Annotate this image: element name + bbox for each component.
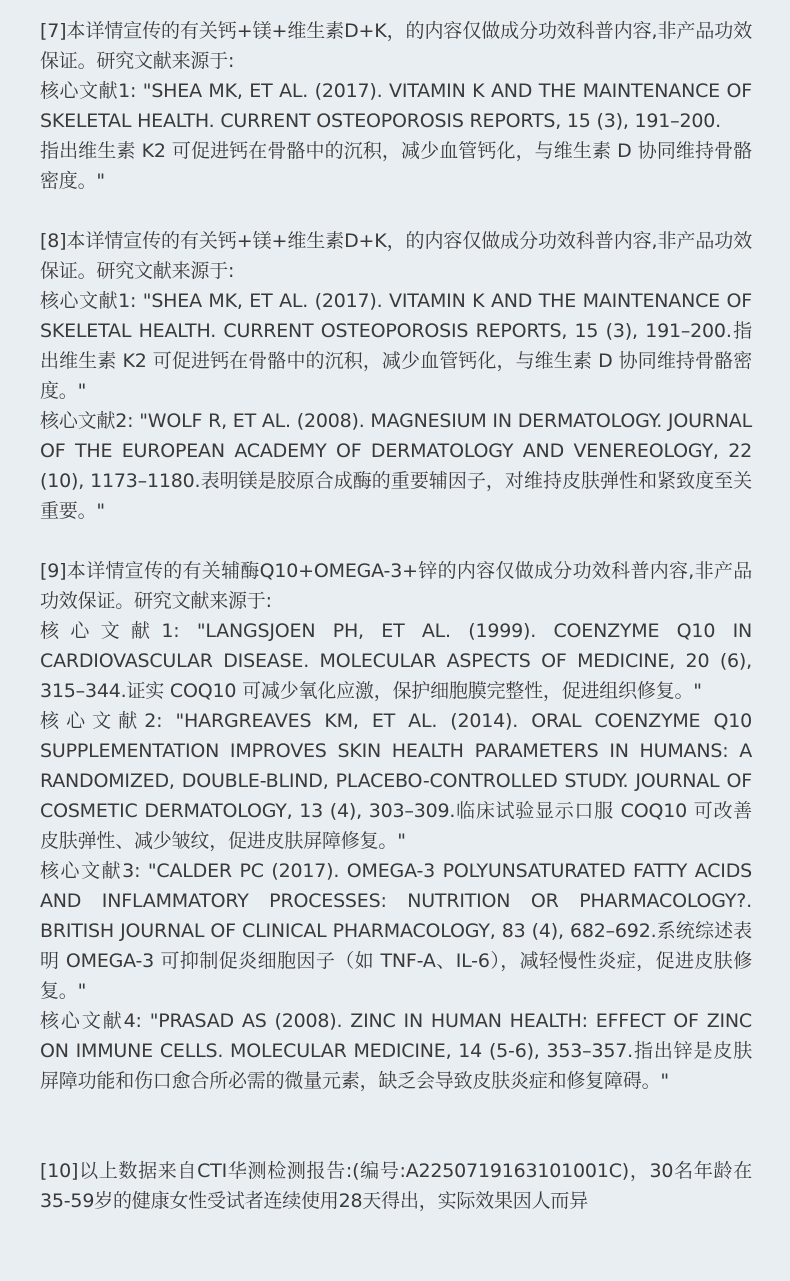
- reference-section-9: [40, 556, 752, 1096]
- reference-text: "WOLF R, ET AL. (2008). MAGNESIUM IN DERMATOLOGY. JOURNAL OF THE EUROPEAN ACADEMY OF DERMATOLOGY AND VENEREOLOGY, 22 (10), 1173–1180.表明镁是胶原合成酶的重要辅因子，对维持皮肤弹性和紧致度至关重要。": [40, 410, 752, 522]
- reference-entry: [40, 406, 752, 526]
- reference-entry: [40, 1006, 752, 1096]
- reference-label: 核心文献1:: [40, 80, 137, 102]
- reference-text: "SHEA MK, ET AL. (2017). VITAMIN K AND THE MAINTENANCE OF SKELETAL HEALTH. CURRENT OSTEOPOROSIS REPORTS, 15 (3), 191–200.: [40, 80, 753, 132]
- reference-entry: [40, 286, 752, 406]
- reference-label: 核心文献3:: [40, 860, 141, 882]
- reference-note: 指出维生素 K2 可促进钙在骨骼中的沉积，减少血管钙化，与维生素 D 协同维持骨骼密度。": [40, 140, 752, 192]
- reference-section-8: [40, 226, 752, 526]
- reference-label: 核心文献1:: [40, 290, 137, 312]
- reference-text: "HARGREAVES KM, ET AL. (2014). ORAL COENZYME Q10 SUPPLEMENTATION IMPROVES SKIN HEALTH PARAMETERS IN HUMANS: A RANDOMIZED, DOUBLE-BLIND, PLACEBO-CONTROLLED STUDY. JOURNAL OF COSMETIC DERMATOLOGY, 13 (4), 303–309.临床试验显示口服 COQ10 可改善皮肤弹性、减少皱纹，促进皮肤屏障修复。": [40, 710, 753, 852]
- reference-text: "LANGSJOEN PH, ET AL. (1999). COENZYME Q10 IN CARDIOVASCULAR DISEASE. MOLECULAR ASPECTS OF MEDICINE, 20 (6), 315–344.证实 COQ10 可减少氧化应激，保护细胞膜完整性，促进组织修复。": [40, 620, 753, 702]
- section-intro: [9]本详情宣传的有关辅酶Q10+OMEGA-3+锌的内容仅做成分功效科普内容,非产品功效保证。研究文献来源于:: [40, 560, 752, 612]
- reference-section-7: [40, 16, 752, 196]
- reference-label: 核心文献2:: [40, 410, 134, 432]
- reference-entry: [40, 856, 752, 1006]
- reference-label: 核心文献4:: [40, 1010, 142, 1032]
- reference-section-10: [40, 1156, 752, 1216]
- section-intro: [7]本详情宣传的有关钙+镁+维生素D+K，的内容仅做成分功效科普内容,非产品功效保证。研究文献来源于:: [40, 20, 752, 72]
- reference-entry: [40, 76, 752, 136]
- reference-text: "PRASAD AS (2008). ZINC IN HUMAN HEALTH: EFFECT OF ZINC ON IMMUNE CELLS. MOLECULAR MEDICINE, 14 (5-6), 353–357.指出锌是皮肤屏障功能和伤口愈合所必需的微量元素，缺乏会导致皮肤炎症和修复障碍。": [40, 1010, 752, 1092]
- reference-text: "CALDER PC (2017). OMEGA-3 POLYUNSATURATED FATTY ACIDS AND INFLAMMATORY PROCESSES: NUTRITION OR PHARMACOLOGY?. BRITISH JOURNAL OF CLINICAL PHARMACOLOGY, 83 (4), 682–692.系统综述表明 OMEGA-3 可抑制促炎细胞因子（如 TNF-A、IL-6），减轻慢性炎症，促进皮肤修复。": [40, 860, 753, 1002]
- reference-document: [40, 16, 752, 1246]
- section-intro: [8]本详情宣传的有关钙+镁+维生素D+K，的内容仅做成分功效科普内容,非产品功效保证。研究文献来源于:: [40, 230, 752, 282]
- reference-entry: [40, 616, 752, 706]
- reference-label: 核心文献2:: [40, 710, 163, 732]
- section-intro: [10]以上数据来自CTI华测检测报告:(编号:A2250719163101001C)，30名年龄在35-59岁的健康女性受试者连续使用28天得出，实际效果因人而异: [40, 1160, 752, 1212]
- reference-label: 核心文献1:: [40, 620, 180, 642]
- reference-entry: [40, 706, 752, 856]
- reference-text: "SHEA MK, ET AL. (2017). VITAMIN K AND THE MAINTENANCE OF SKELETAL HEALTH. CURRENT OSTEOPOROSIS REPORTS, 15 (3), 191–200.指出维生素 K2 可促进钙在骨骼中的沉积，减少血管钙化，与维生素 D 协同维持骨骼密度。": [40, 290, 753, 402]
